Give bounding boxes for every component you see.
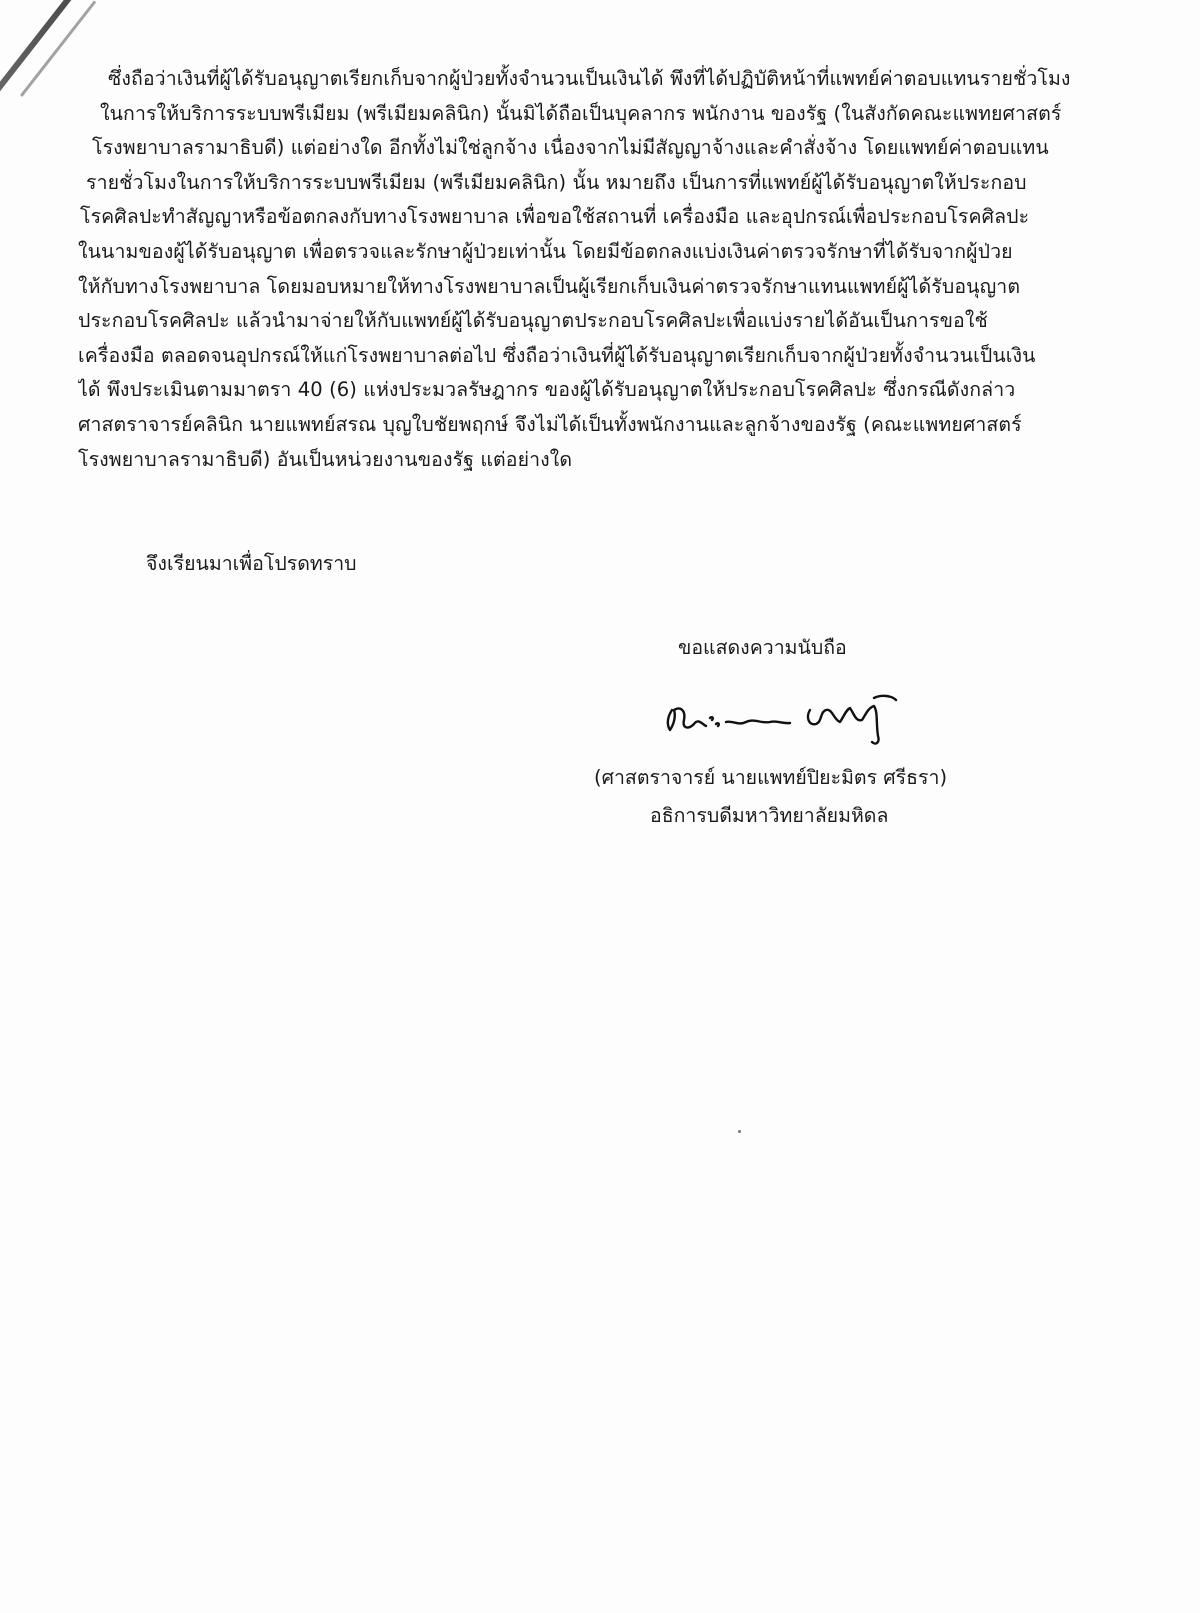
paragraph-line: ได้ พึงประเมินตามมาตรา 40 (6) แห่งประมวลรัษฎากร ของผู้ได้รับอนุญาตให้ประกอบโรคศิลปะ ซึ่งกรณีดังกล่าว xyxy=(78,378,1016,402)
closing-line: จึงเรียนมาเพื่อโปรดทราบ xyxy=(146,552,357,575)
paragraph-line: โรงพยาบาลรามาธิบดี) แต่อย่างใด อีกทั้งไม่ใช่ลูกจ้าง เนื่องจากไม่มีสัญญาจ้างและคำสั่งจ้าง โดยแพทย์ค่าตอบแทน xyxy=(92,136,1049,160)
handwritten-signature xyxy=(650,680,910,750)
regards-line: ขอแสดงความนับถือ xyxy=(678,636,847,659)
paragraph-line: ซึ่งถือว่าเงินที่ผู้ได้รับอนุญาตเรียกเก็บจากผู้ป่วยทั้งจำนวนเป็นเงินได้ พึงที่ได้ปฏิบัติหน้าที่แพทย์ค่าตอบแทนรายชั่วโมง xyxy=(108,67,1071,90)
signer-name: (ศาสตราจารย์ นายแพทย์ปิยะมิตร ศรีธรา) xyxy=(594,766,948,789)
paragraph-line: ในนามของผู้ได้รับอนุญาต เพื่อตรวจและรักษาผู้ป่วยเท่านั้น โดยมีข้อตกลงแบ่งเงินค่าตรวจรักษาที่ได้รับจากผู้ป่วย xyxy=(78,239,1013,263)
paragraph-line: ศาสตราจารย์คลินิก นายแพทย์สรณ บุญใบชัยพฤกษ์ จึงไม่ได้เป็นทั้งพนักงานและลูกจ้างของรัฐ (คณะแพทยศาสตร์ xyxy=(78,412,1022,436)
signer-title: อธิการบดีมหาวิทยาลัยมหิดล xyxy=(650,804,889,827)
paragraph-line: โรงพยาบาลรามาธิบดี) อันเป็นหน่วยงานของรัฐ แต่อย่างใด xyxy=(78,447,573,471)
paragraph-line: เครื่องมือ ตลอดจนอุปกรณ์ให้แก่โรงพยาบาลต่อไป ซึ่งถือว่าเงินที่ผู้ได้รับอนุญาตเรียกเก็บจากผู้ป่วยทั้งจำนวนเป็นเงิน xyxy=(78,343,1036,367)
letter-body-paragraph xyxy=(78,62,1108,477)
paragraph-line: ในการให้บริการระบบพรีเมียม (พรีเมียมคลินิก) นั้นมิได้ถือเป็นบุคลากร พนักงาน ของรัฐ (ในสังกัดคณะแพทยศาสตร์ xyxy=(100,101,1062,125)
paragraph-line: โรคศิลปะทำสัญญาหรือข้อตกลงกับทางโรงพยาบาล เพื่อขอใช้สถานที่ เครื่องมือ และอุปกรณ์เพื่อประกอบโรคศิลปะ xyxy=(80,205,1030,229)
paragraph-line: รายชั่วโมงในการให้บริการระบบพรีเมียม (พรีเมียมคลินิก) นั้น หมายถึง เป็นการที่แพทย์ผู้ได้รับอนุญาตให้ประกอบ xyxy=(86,170,1027,194)
paragraph-line: ให้กับทางโรงพยาบาล โดยมอบหมายให้ทางโรงพยาบาลเป็นผู้เรียกเก็บเงินค่าตรวจรักษาแทนแพทย์ผู้ได้รับอนุญาต xyxy=(78,274,1021,298)
paragraph-line: ประกอบโรคศิลปะ แล้วนำมาจ่ายให้กับแพทย์ผู้ได้รับอนุญาตประกอบโรคศิลปะเพื่อแบ่งรายได้อันเป็นการขอใช้ xyxy=(78,309,988,333)
scan-speck xyxy=(738,1130,741,1133)
